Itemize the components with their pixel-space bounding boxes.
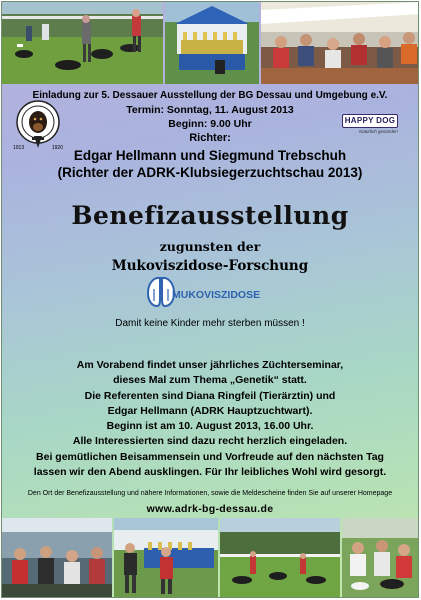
- seal-year-right: 1920: [51, 145, 63, 151]
- event-date: Termin: Sonntag, 11. August 2013: [126, 104, 294, 116]
- adrk-club-seal-icon: [15, 100, 61, 152]
- photo-dog-ring-gallop: [220, 518, 340, 598]
- judges-names: Edgar Hellmann und Siegmund Trebschuh: [73, 148, 347, 163]
- charity-slogan: Damit keine Kinder mehr sterben müssen !: [115, 318, 305, 329]
- happy-dog-logo: [342, 114, 398, 140]
- benefit-title: Benefizausstellung: [71, 201, 349, 230]
- benefit-subtitle-1: zugunsten der: [159, 239, 261, 254]
- homepage-link[interactable]: www.adrk-bg-dessau.de: [146, 503, 274, 515]
- happy-dog-tagline: Natürlich gesünder!: [358, 129, 398, 134]
- muko-logo-text: MUKOVISZIDOSE: [172, 289, 261, 301]
- seminar-line: dieses Mal zum Thema „Genetik“ statt.: [113, 374, 307, 387]
- photo-trophy-tent: [165, 2, 259, 84]
- seminar-line: Edgar Hellmann (ADRK Hauptzuchtwart).: [107, 404, 313, 417]
- seminar-line: Die Referenten sind Diana Ringfeil (Tierärztin) und: [84, 389, 336, 402]
- footer-info: Den Ort der Benefizausstellung und nähere Informationen, sowie die Meldescheine finden Sie auf unserer Homepage: [27, 490, 393, 497]
- seminar-text: [2, 358, 418, 480]
- event-flyer: [1, 1, 419, 598]
- seminar-line: Bei gemütlichen Beisammensein und Vorfreude auf den nächsten Tag: [36, 450, 384, 463]
- event-start-time: Beginn: 9.00 Uhr: [168, 118, 252, 130]
- judges-label: Richter:: [189, 132, 231, 144]
- seminar-line: Beginn ist am 10. August 2013, 16.00 Uhr.: [106, 420, 314, 433]
- judges-note: (Richter der ADRK-Klubsiegerzuchtschau 2013): [57, 165, 363, 180]
- seminar-line: Am Vorabend findet unser jährliches Züchterseminar,: [76, 359, 344, 371]
- photo-trophy-presentation: [114, 518, 218, 598]
- photo-spectators-dogs: [342, 518, 419, 598]
- seal-year-left: 1913: [13, 145, 25, 151]
- photo-tent-crowd: [2, 518, 112, 598]
- benefit-subtitle-2: Mukoviszidose-Forschung: [111, 258, 309, 274]
- photo-seminar-audience: [261, 2, 419, 84]
- happy-dog-brand: HAPPY DOG: [342, 114, 398, 128]
- invitation-heading: Einladung zur 5. Dessauer Ausstellung der BG Dessau und Umgebung e.V.: [32, 90, 388, 101]
- seminar-line: lassen wir den Abend ausklingen. Für Ihr leibliches Wohl wird gesorgt.: [33, 466, 387, 479]
- seminar-line: Alle Interessierten sind dazu recht herzlich eingeladen.: [72, 435, 348, 448]
- photo-dog-ring: [2, 2, 163, 84]
